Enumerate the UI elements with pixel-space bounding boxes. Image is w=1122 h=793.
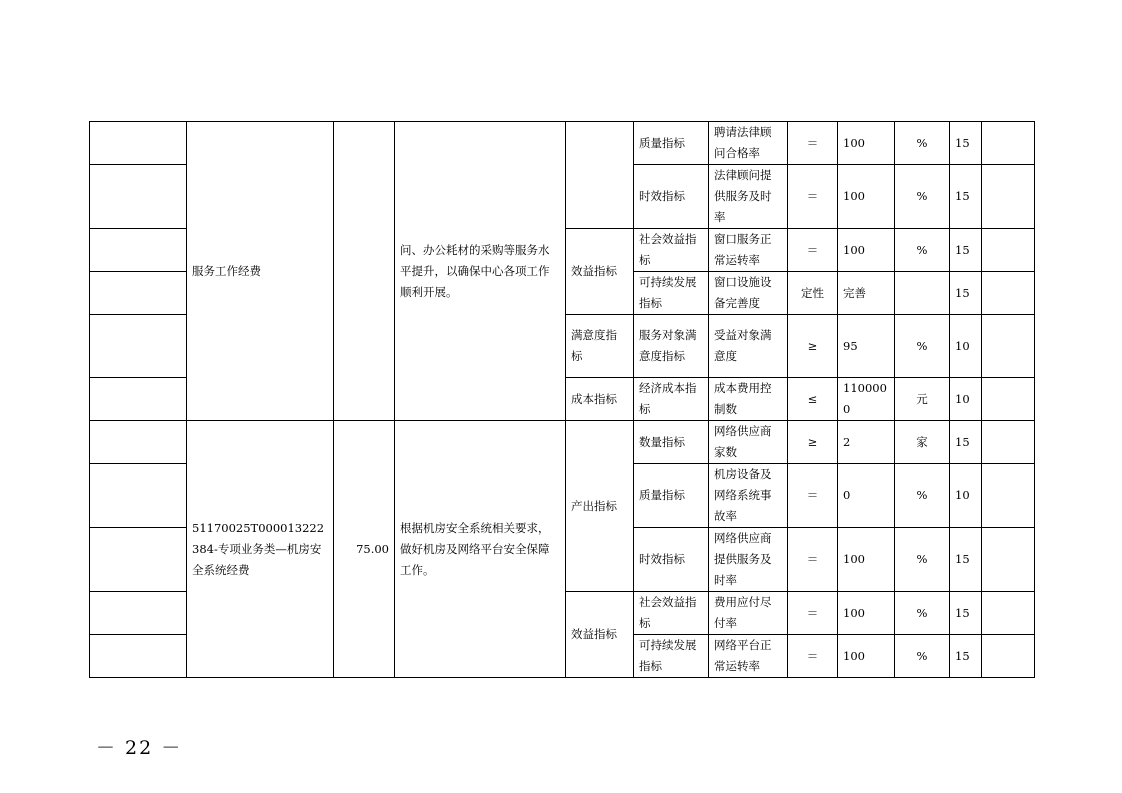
indicator-cell: 成本费用控制数	[709, 378, 788, 421]
category-cell: 效益指标	[566, 229, 634, 315]
dept-cell	[90, 165, 187, 229]
unit-cell: %	[895, 635, 950, 678]
remark-cell	[982, 464, 1035, 528]
sub-indicator-cell: 社会效益指标	[634, 229, 709, 272]
unit-cell	[895, 272, 950, 315]
sub-indicator-cell: 时效指标	[634, 165, 709, 229]
value-cell: 2	[838, 421, 895, 464]
value-cell: 1100000	[838, 378, 895, 421]
dept-cell	[90, 635, 187, 678]
category-cell: 效益指标	[566, 592, 634, 678]
unit-cell: %	[895, 229, 950, 272]
operator-cell: ≤	[788, 378, 838, 421]
weight-cell: 15	[950, 272, 982, 315]
unit-cell: %	[895, 528, 950, 592]
indicator-cell: 窗口服务正常运转率	[709, 229, 788, 272]
value-cell: 100	[838, 635, 895, 678]
weight-cell: 15	[950, 592, 982, 635]
dept-cell	[90, 272, 187, 315]
value-cell: 100	[838, 122, 895, 165]
remark-cell	[982, 378, 1035, 421]
weight-cell: 15	[950, 229, 982, 272]
value-cell: 95	[838, 315, 895, 378]
remark-cell	[982, 165, 1035, 229]
sub-indicator-cell: 时效指标	[634, 528, 709, 592]
value-cell: 100	[838, 165, 895, 229]
page-number: － 22 －	[96, 737, 183, 759]
operator-cell: 定性	[788, 272, 838, 315]
weight-cell: 10	[950, 464, 982, 528]
operator-cell: ≥	[788, 421, 838, 464]
unit-cell: 元	[895, 378, 950, 421]
category-cell: 成本指标	[566, 378, 634, 421]
operator-cell: ＝	[788, 592, 838, 635]
project-name-cell: 51170025T000013222384-专项业务类—机房安全系统经费	[187, 421, 334, 678]
operator-cell: ＝	[788, 464, 838, 528]
weight-cell: 15	[950, 122, 982, 165]
project-amount-cell	[334, 122, 395, 421]
sub-indicator-cell: 可持续发展指标	[634, 635, 709, 678]
remark-cell	[982, 315, 1035, 378]
unit-cell: %	[895, 592, 950, 635]
operator-cell: ＝	[788, 635, 838, 678]
unit-cell: %	[895, 165, 950, 229]
remark-cell	[982, 592, 1035, 635]
value-cell: 100	[838, 528, 895, 592]
remark-cell	[982, 421, 1035, 464]
weight-cell: 15	[950, 421, 982, 464]
project-amount-cell: 75.00	[334, 421, 395, 678]
category-cell: 满意度指标	[566, 315, 634, 378]
value-cell: 100	[838, 229, 895, 272]
dept-cell	[90, 229, 187, 272]
value-cell: 完善	[838, 272, 895, 315]
sub-indicator-cell: 社会效益指标	[634, 592, 709, 635]
dept-cell	[90, 421, 187, 464]
unit-cell: 家	[895, 421, 950, 464]
sub-indicator-cell: 服务对象满意度指标	[634, 315, 709, 378]
remark-cell	[982, 528, 1035, 592]
unit-cell: %	[895, 464, 950, 528]
dept-cell	[90, 122, 187, 165]
indicator-cell: 费用应付尽付率	[709, 592, 788, 635]
remark-cell	[982, 122, 1035, 165]
dept-cell	[90, 315, 187, 378]
indicator-cell: 网络供应商家数	[709, 421, 788, 464]
sub-indicator-cell: 质量指标	[634, 122, 709, 165]
category-cell: 产出指标	[566, 421, 634, 592]
table-row	[90, 122, 1035, 165]
weight-cell: 15	[950, 635, 982, 678]
value-cell: 0	[838, 464, 895, 528]
operator-cell: ＝	[788, 122, 838, 165]
operator-cell: ＝	[788, 165, 838, 229]
table-row	[90, 421, 1035, 464]
indicator-cell: 机房设备及网络系统事故率	[709, 464, 788, 528]
category-cell	[566, 122, 634, 229]
weight-cell: 15	[950, 165, 982, 229]
remark-cell	[982, 229, 1035, 272]
dept-cell	[90, 378, 187, 421]
indicator-cell: 法律顾问提供服务及时率	[709, 165, 788, 229]
project-goal-cell: 根据机房安全系统相关要求，做好机房及网络平台安全保障工作。	[395, 421, 566, 678]
indicator-cell: 网络供应商提供服务及时率	[709, 528, 788, 592]
remark-cell	[982, 272, 1035, 315]
remark-cell	[982, 635, 1035, 678]
sub-indicator-cell: 可持续发展指标	[634, 272, 709, 315]
unit-cell: %	[895, 122, 950, 165]
performance-target-table	[89, 121, 1035, 678]
weight-cell: 10	[950, 315, 982, 378]
value-cell: 100	[838, 592, 895, 635]
sub-indicator-cell: 质量指标	[634, 464, 709, 528]
project-goal-cell: 问、办公耗材的采购等服务水平提升，以确保中心各项工作顺利开展。	[395, 122, 566, 421]
weight-cell: 15	[950, 528, 982, 592]
sub-indicator-cell: 数量指标	[634, 421, 709, 464]
sub-indicator-cell: 经济成本指标	[634, 378, 709, 421]
indicator-cell: 窗口设施设备完善度	[709, 272, 788, 315]
dept-cell	[90, 528, 187, 592]
indicator-cell: 受益对象满意度	[709, 315, 788, 378]
operator-cell: ＝	[788, 528, 838, 592]
operator-cell: ＝	[788, 229, 838, 272]
indicator-cell: 聘请法律顾问合格率	[709, 122, 788, 165]
weight-cell: 10	[950, 378, 982, 421]
project-name-cell: 服务工作经费	[187, 122, 334, 421]
dept-cell	[90, 592, 187, 635]
unit-cell: %	[895, 315, 950, 378]
operator-cell: ≥	[788, 315, 838, 378]
indicator-cell: 网络平台正常运转率	[709, 635, 788, 678]
dept-cell	[90, 464, 187, 528]
